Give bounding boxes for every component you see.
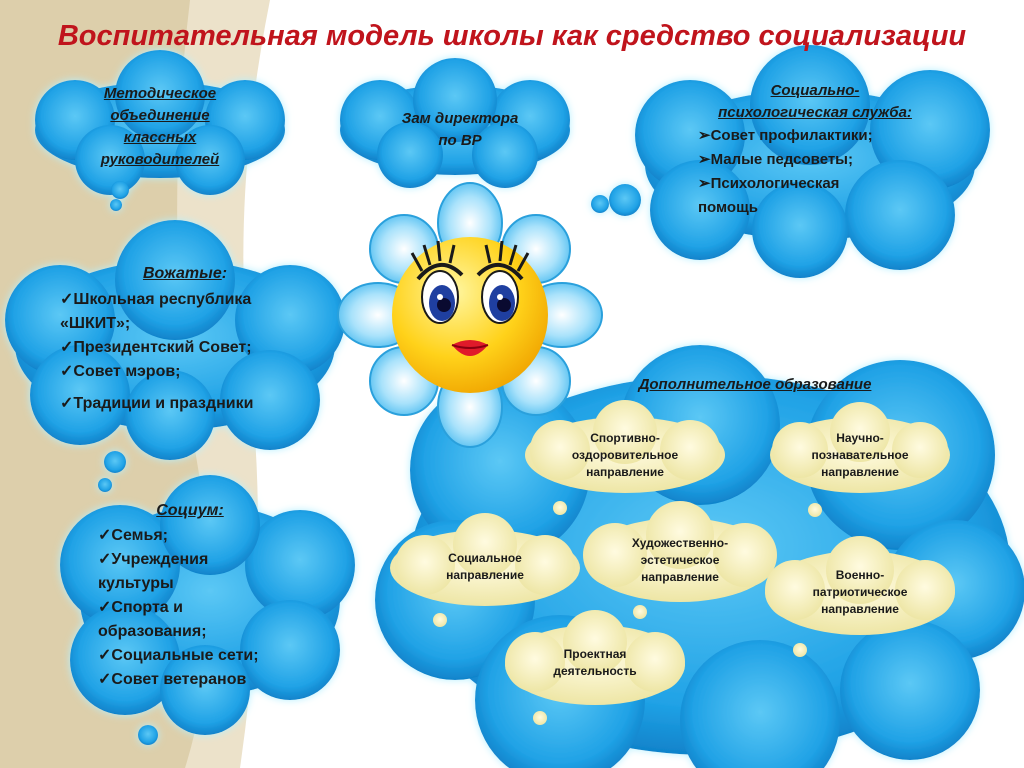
metod-line: объединение [110,107,210,124]
list-item: ✓Школьная республика [60,291,252,308]
socium-header: Социум: [156,502,224,519]
dop-social [405,550,565,584]
sport-line: направление [586,465,664,479]
dop-proekt [515,646,675,680]
list-item: ✓Спорта и [98,599,183,616]
list-item: ✓Президентский Совет; [60,339,252,356]
metod-label [60,83,260,171]
hud-line: Художественно- [631,536,729,550]
header-line: психологическая служба: [718,104,912,121]
voen-line: Военно- [835,568,885,582]
vozhatye-colon: : [221,265,228,282]
list-item: ✓Семья; [98,527,168,544]
zam-line: Зам директора [401,110,519,127]
metod-line: классных [123,129,197,146]
list-item: ➢Малые педсоветы; [698,151,853,168]
dop-voen [780,567,940,618]
zam-label [360,108,560,152]
page-title: Воспитательная модель школы как средство социализации [57,20,967,52]
social-service-list [698,124,873,220]
vozhatye-list [60,288,253,416]
dop-hud [600,535,760,586]
vozhatye-header [60,265,310,283]
list-item: «ШКИТ»; [60,315,131,332]
vozhatye-title: Вожатые [142,265,222,282]
nauch-line: направление [821,465,899,479]
hud-line: направление [641,570,719,584]
socium-list [98,524,259,692]
social-service-header [680,80,950,124]
list-item: ✓Совет мэров; [60,363,181,380]
dop-nauch [780,430,940,481]
hud-line: эстетическое [640,553,720,567]
metod-line: Методическое [103,85,217,102]
nauch-line: познавательное [811,448,909,462]
list-item: помощь [698,199,758,216]
voen-line: направление [821,602,899,616]
proekt-line: Проектная [563,647,627,661]
proekt-line: деятельность [553,664,637,678]
list-item: ✓Социальные сети; [98,647,259,664]
social-line: направление [446,568,524,582]
list-item: ➢Психологическая [698,175,840,192]
header-line: Социально- [770,82,860,99]
list-item: ✓Учреждения [98,551,209,568]
metod-line: руководителей [100,151,220,168]
list-item: культуры [98,575,174,592]
nauch-line: Научно- [836,431,884,445]
list-item: ✓Совет ветеранов [98,671,247,688]
list-item: ✓Традиции и праздники [60,395,254,412]
social-line: Социальное [448,551,522,565]
voen-line: патриотическое [812,585,908,599]
list-item: образования; [98,623,207,640]
list-item: ➢Совет профилактики; [698,127,873,144]
zam-line: по ВР [438,132,482,149]
sport-line: Спортивно- [590,431,660,445]
dop-header: Дополнительное образование [638,376,872,393]
sport-line: оздоровительное [571,448,679,462]
dop-sport [545,430,705,481]
